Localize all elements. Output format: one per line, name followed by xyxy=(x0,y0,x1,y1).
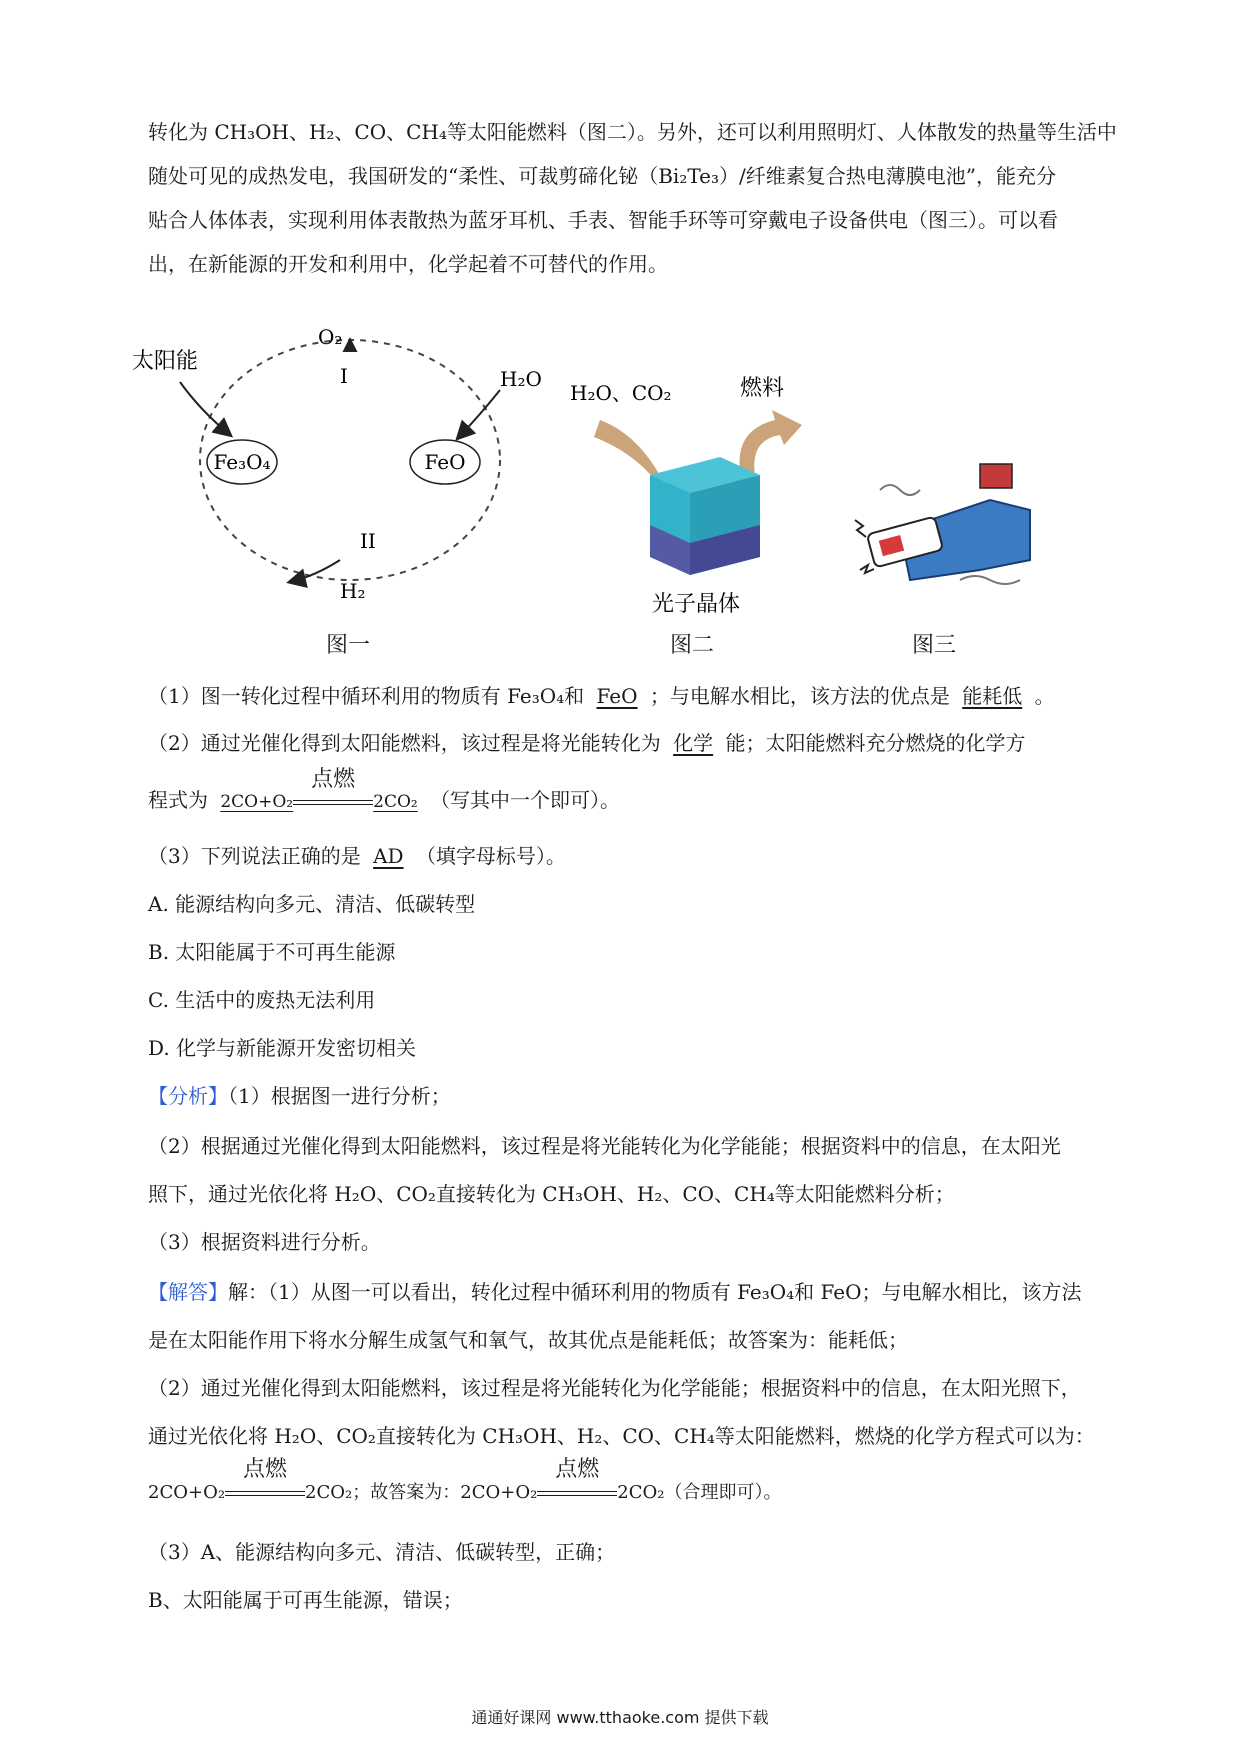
figure-1-cycle-diagram xyxy=(132,320,580,620)
analysis-line-1: 【分析】（1）根据图一进行分析； xyxy=(148,1084,451,1108)
figure-3-caption: 图三 xyxy=(912,633,957,658)
question-3: （3）下列说法正确的是 AD （填字母标号）。 xyxy=(148,844,566,868)
intro-line-4: 出，在新能源的开发和利用中，化学起着不可替代的作用。 xyxy=(148,252,668,276)
answer-equation-line: 2CO+O₂ 点燃 2CO₂；故答案为：2CO+O₂ 点燃 2CO₂（合理即可）。 xyxy=(148,1457,782,1503)
h2o-label: H₂O xyxy=(500,367,542,391)
feo-label: FeO xyxy=(424,450,466,474)
analysis-line-2: （2）根据通过光催化得到太阳能燃料，该过程是将光能转化为化学能能；根据资料中的信息，在太阳光 xyxy=(148,1134,1061,1158)
figure-2-photonic-crystal xyxy=(570,375,820,615)
intro-line-3: 贴合人体体表，实现利用体表散热为蓝牙耳机、手表、智能手环等可穿戴电子设备供电（图三）。可以看 xyxy=(148,208,1058,232)
option-a: A. 能源结构向多元、清洁、低碳转型 xyxy=(148,892,476,916)
intro-line-1: 转化为 CH₃OH、H₂、CO、CH₄等太阳能燃料（图二）。另外，还可以利用照明灯、人体散发的热量等生活中 xyxy=(148,120,1117,144)
band-shape xyxy=(980,464,1012,488)
q1-answer-1: FeO xyxy=(596,684,638,708)
option-c: C. 生活中的废热无法利用 xyxy=(148,988,376,1012)
answer-tag: 【解答】 xyxy=(148,1280,228,1304)
photonic-crystal-label: 光子晶体 xyxy=(652,592,741,617)
answer-line-4: 通过光依化将 H₂O、CO₂直接转化为 CH₃OH、H₂、CO、CH₄等太阳能燃料，燃烧的化学方程式可以为： xyxy=(148,1424,1095,1448)
step-2-label: II xyxy=(360,529,376,553)
fuel-label: 燃料 xyxy=(740,376,785,401)
q1-answer-2: 能耗低 xyxy=(962,684,1023,708)
q2-equation: 2CO+O₂ 点燃 2CO₂ xyxy=(220,767,418,812)
figure-3-wearable-device xyxy=(840,450,1040,610)
h2-label: H₂ xyxy=(340,579,366,603)
option-d: D. 化学与新能源开发密切相关 xyxy=(148,1036,417,1060)
analysis-line-3: 照下，通过光依化将 H₂O、CO₂直接转化为 CH₃OH、H₂、CO、CH₄等太阳能燃料分析； xyxy=(148,1182,955,1206)
sun-label: 太阳能 xyxy=(132,349,199,374)
o2-label: O₂ xyxy=(318,325,343,349)
option-b: B. 太阳能属于不可再生能源 xyxy=(148,940,396,964)
question-2-line-1: （2）通过光催化得到太阳能燃料，该过程是将光能转化为 化学 能；太阳能燃料充分燃烧的化学方 xyxy=(148,727,1148,756)
answer-line-7: B、太阳能属于可再生能源，错误； xyxy=(148,1588,463,1612)
answer-line-2: 是在太阳能作用下将水分解生成氢气和氧气，故其优点是能耗低；故答案为：能耗低； xyxy=(148,1328,908,1352)
answer-line-1: 【解答】解：（1）从图一可以看出，转化过程中循环利用的物质有 Fe₃O₄和 FeO；与电解水相比，该方法 xyxy=(148,1280,1082,1304)
figure-1-caption: 图一 xyxy=(326,633,371,658)
intro-line-2: 随处可见的成热发电，我国研发的“柔性、可裁剪碲化铋（Bi₂Te₃）/纤维素复合热电薄膜电池”，能充分 xyxy=(148,164,1056,188)
step-1-label: I xyxy=(340,364,348,388)
inputs-label: H₂O、CO₂ xyxy=(570,381,672,405)
answer-line-6: （3）A、能源结构向多元、清洁、低碳转型，正确； xyxy=(148,1540,616,1564)
fe3o4-label: Fe₃O₄ xyxy=(213,450,271,474)
figure-2-caption: 图二 xyxy=(670,633,715,658)
question-2-line-2: 程式为 2CO+O₂ 点燃 2CO₂ （写其中一个即可）。 xyxy=(148,767,621,812)
answer-line-3: （2）通过光催化得到太阳能燃料，该过程是将光能转化为化学能能；根据资料中的信息，在太阳光照下， xyxy=(148,1376,1081,1400)
analysis-tag: 【分析】 xyxy=(148,1084,228,1108)
page-footer: 通通好课网 www.tthaoke.com 提供下载 xyxy=(471,1708,769,1727)
question-1: （1）图一转化过程中循环利用的物质有 Fe₃O₄和 FeO ；与电解水相比，该方法的优点是 能耗低 。 xyxy=(148,680,1148,709)
analysis-line-4: （3）根据资料进行分析。 xyxy=(148,1230,381,1254)
q3-answer: AD xyxy=(373,844,404,868)
q2-answer-1: 化学 xyxy=(673,731,714,755)
